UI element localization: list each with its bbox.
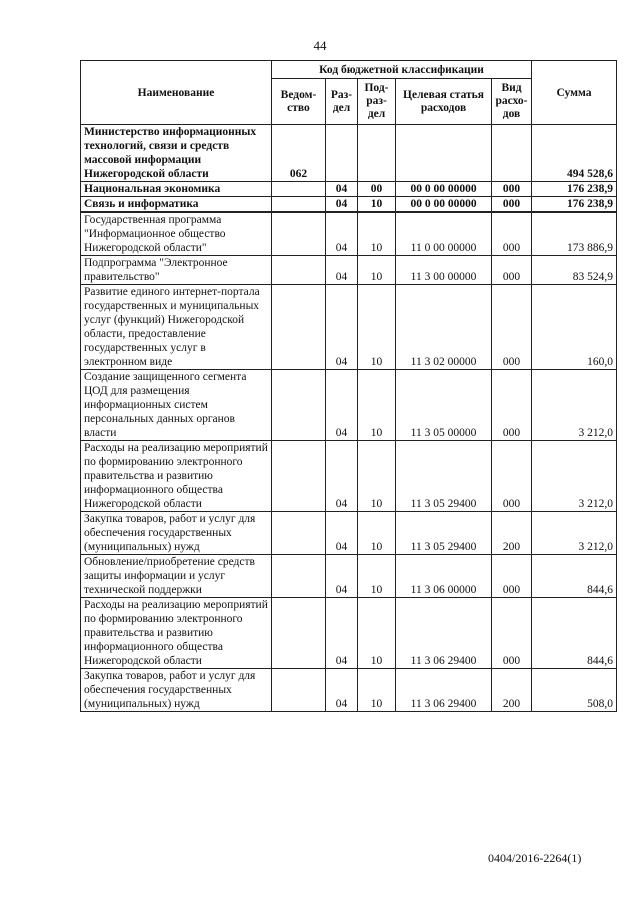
row-target: 11 3 02 00000: [396, 285, 492, 370]
row-name: Национальная экономика: [81, 182, 272, 197]
row-subsection: 10: [358, 555, 396, 598]
table-row: [81, 197, 617, 213]
row-sum: 3 212,0: [532, 512, 617, 555]
row-dept: [272, 512, 326, 555]
row-section: 04: [326, 285, 358, 370]
row-name: Закупка товаров, работ и услуг для обеспечения государственных (муниципальных) нужд: [81, 669, 272, 712]
row-exp-type: 000: [492, 197, 532, 213]
row-sum: 844,6: [532, 555, 617, 598]
row-subsection: 10: [358, 441, 396, 512]
row-sum: 3 212,0: [532, 370, 617, 441]
table-row: [81, 370, 617, 441]
header-section: Раз-дел: [326, 79, 358, 125]
row-target: 11 3 06 29400: [396, 598, 492, 669]
row-name: Обновление/приобретение средств защиты информации и услуг технической поддержки: [81, 555, 272, 598]
row-subsection: 10: [358, 256, 396, 285]
row-dept: [272, 598, 326, 669]
row-section: 04: [326, 441, 358, 512]
row-name: Закупка товаров, работ и услуг для обеспечения государственных (муниципальных) нужд: [81, 512, 272, 555]
row-target: 11 3 00 00000: [396, 256, 492, 285]
row-dept: [272, 555, 326, 598]
row-name: Создание защищенного сегмента ЦОД для размещения информационных систем персональных данных органов власти: [81, 370, 272, 441]
row-exp-type: [492, 125, 532, 182]
row-subsection: 10: [358, 285, 396, 370]
row-name: Связь и информатика: [81, 197, 272, 213]
row-sum: 160,0: [532, 285, 617, 370]
row-sum: 3 212,0: [532, 441, 617, 512]
table-row: [81, 256, 617, 285]
row-section: 04: [326, 512, 358, 555]
row-name: Расходы на реализацию мероприятий по формированию электронного правительства и развитию информационного общества Нижегородской области: [81, 441, 272, 512]
row-subsection: [358, 125, 396, 182]
row-subsection: 10: [358, 512, 396, 555]
table-row: [81, 669, 617, 712]
row-section: [326, 125, 358, 182]
row-subsection: 00: [358, 182, 396, 197]
row-exp-type: 000: [492, 441, 532, 512]
header-code-group: Код бюджетной классификации: [272, 61, 532, 79]
row-section: 04: [326, 555, 358, 598]
row-target: 00 0 00 00000: [396, 182, 492, 197]
row-exp-type: 000: [492, 598, 532, 669]
row-exp-type: 000: [492, 212, 532, 256]
row-exp-type: 200: [492, 669, 532, 712]
header-exp-type: Вид расхо-дов: [492, 79, 532, 125]
row-dept: [272, 370, 326, 441]
row-sum: 494 528,6: [532, 125, 617, 182]
row-subsection: 10: [358, 598, 396, 669]
row-target: 11 0 00 00000: [396, 212, 492, 256]
row-name: Развитие единого интернет-портала государственных и муниципальных услуг (функций) Нижегородской области, предоставление государственных услуг в электронном виде: [81, 285, 272, 370]
row-target: [396, 125, 492, 182]
table-row: [81, 512, 617, 555]
table-row: [81, 125, 617, 182]
header-subsection: Под-раз-дел: [358, 79, 396, 125]
row-sum: 176 238,9: [532, 197, 617, 213]
row-target: 00 0 00 00000: [396, 197, 492, 213]
table-row: [81, 598, 617, 669]
header-name: Наименование: [81, 61, 272, 125]
row-exp-type: 000: [492, 285, 532, 370]
row-name: Подпрограмма "Электронное правительство": [81, 256, 272, 285]
row-target: 11 3 06 00000: [396, 555, 492, 598]
row-dept: [272, 212, 326, 256]
budget-table: [80, 60, 617, 712]
row-sum: 83 524,9: [532, 256, 617, 285]
row-target: 11 3 05 29400: [396, 512, 492, 555]
row-dept: [272, 285, 326, 370]
row-section: 04: [326, 598, 358, 669]
row-target: 11 3 05 00000: [396, 370, 492, 441]
row-subsection: 10: [358, 212, 396, 256]
row-name: Расходы на реализацию мероприятий по формированию электронного правительства и развитию информационного общества Нижегородской области: [81, 598, 272, 669]
row-section: 04: [326, 669, 358, 712]
row-name: Министерство информационных технологий, связи и средств массовой информации Нижегородской области: [81, 125, 272, 182]
header-sum: Сумма: [532, 61, 617, 125]
row-sum: 844,6: [532, 598, 617, 669]
row-subsection: 10: [358, 197, 396, 213]
row-exp-type: 000: [492, 555, 532, 598]
header-target: Целевая статья расходов: [396, 79, 492, 125]
page-number: 44: [313, 38, 327, 53]
row-subsection: 10: [358, 669, 396, 712]
row-section: 04: [326, 370, 358, 441]
row-name: Государственная программа "Информационное общество Нижегородской области": [81, 212, 272, 256]
header-dept: Ведом-ство: [272, 79, 326, 125]
table-row: [81, 212, 617, 256]
row-exp-type: 000: [492, 256, 532, 285]
row-section: 04: [326, 197, 358, 213]
row-sum: 173 886,9: [532, 212, 617, 256]
row-exp-type: 200: [492, 512, 532, 555]
row-sum: 508,0: [532, 669, 617, 712]
row-section: 04: [326, 182, 358, 197]
table-row: [81, 182, 617, 197]
row-target: 11 3 05 29400: [396, 441, 492, 512]
row-dept: [272, 669, 326, 712]
row-sum: 176 238,9: [532, 182, 617, 197]
table-row: [81, 555, 617, 598]
table-row: [81, 285, 617, 370]
row-target: 11 3 06 29400: [396, 669, 492, 712]
row-exp-type: 000: [492, 370, 532, 441]
row-dept: [272, 182, 326, 197]
row-dept: [272, 441, 326, 512]
row-dept: 062: [272, 125, 326, 182]
row-dept: [272, 197, 326, 213]
row-section: 04: [326, 256, 358, 285]
row-section: 04: [326, 212, 358, 256]
document-code: 0404/2016-2264(1): [488, 851, 582, 865]
table-row: [81, 441, 617, 512]
row-dept: [272, 256, 326, 285]
row-exp-type: 000: [492, 182, 532, 197]
row-subsection: 10: [358, 370, 396, 441]
